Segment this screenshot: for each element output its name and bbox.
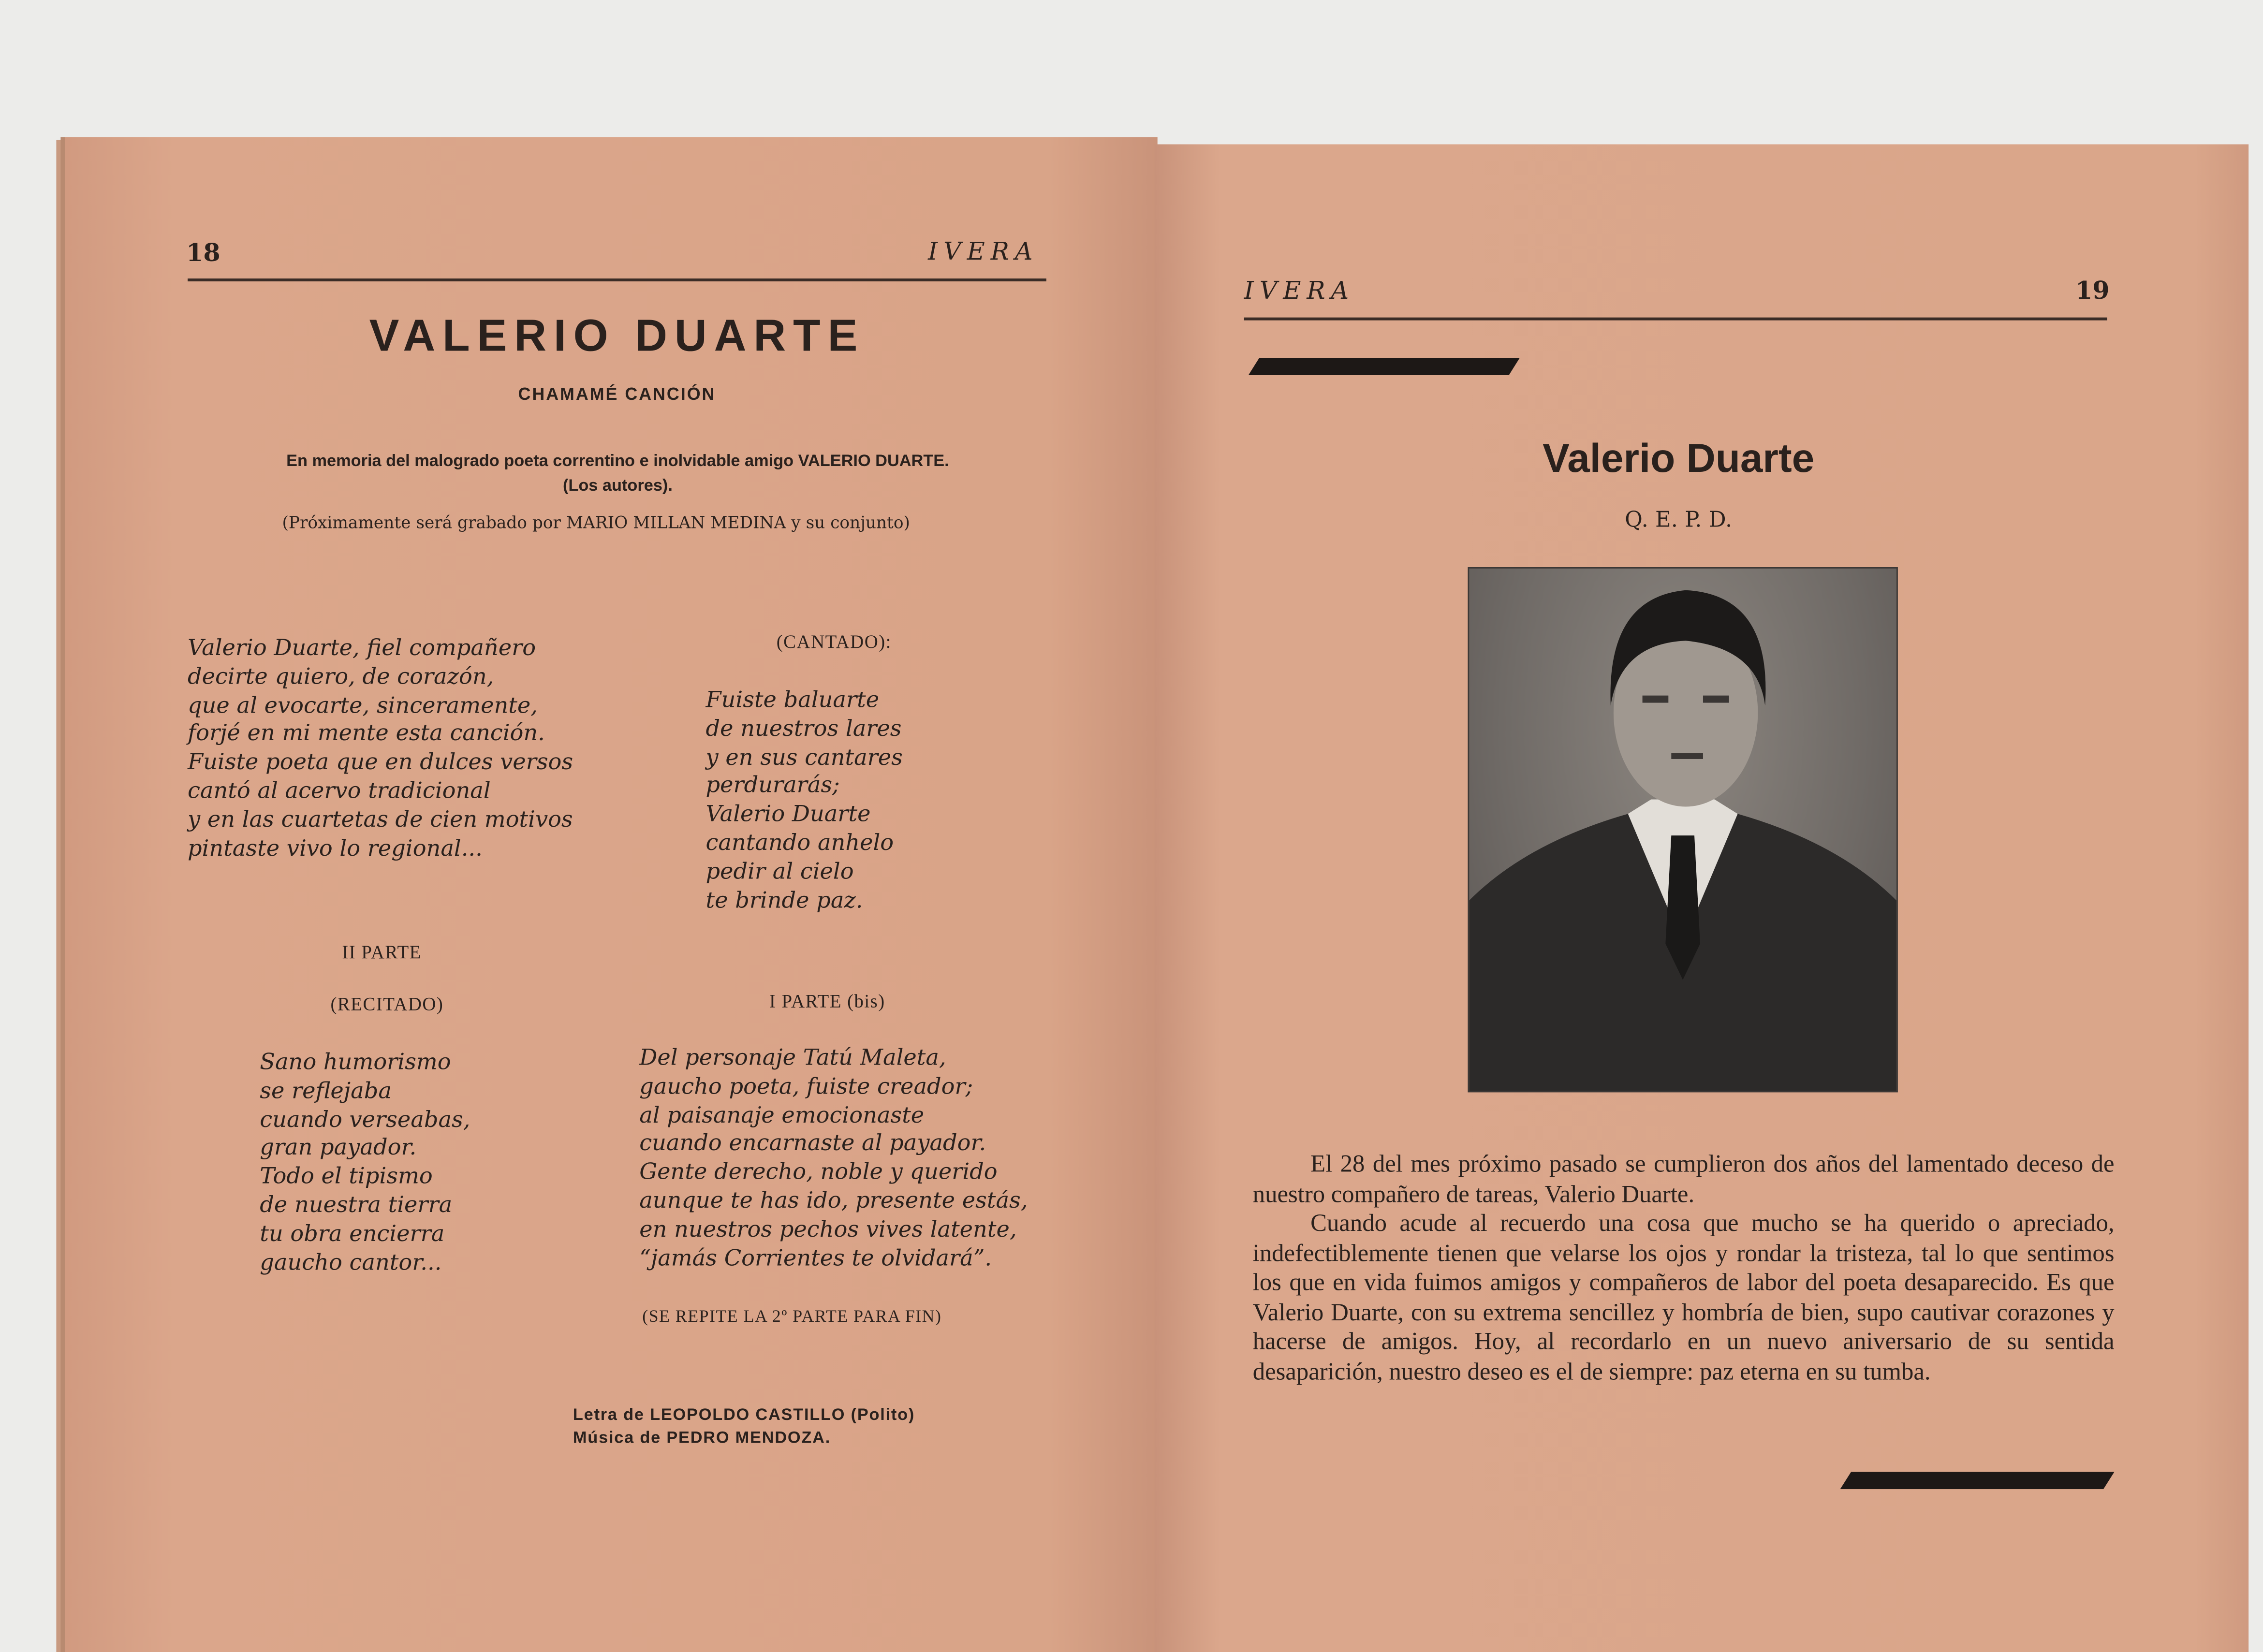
decorative-bar — [1840, 1472, 2114, 1489]
verse-line: Del personaje Tatú Maleta, — [639, 1044, 946, 1071]
verse-line: al paisanaje emocionaste — [639, 1102, 925, 1128]
running-head: IVERA — [928, 238, 1039, 267]
header-rule — [188, 278, 1046, 280]
verse-line: gaucho poeta, fuiste creador; — [639, 1073, 973, 1099]
verse-line: que al evocarte, sinceramente, — [188, 692, 538, 718]
header-rule — [1244, 318, 2107, 320]
verse-line: Valerio Duarte, fiel compañero — [188, 635, 536, 661]
verse-line: y en sus cantares — [705, 744, 903, 770]
verse-line: cuando encarnaste al payador. — [639, 1130, 986, 1156]
page-number: 19 — [2075, 277, 2110, 306]
verse-line: de nuestra tierra — [260, 1192, 453, 1218]
verse-line: Gente derecho, noble y querido — [639, 1159, 998, 1185]
verse-line: gran payador. — [260, 1135, 417, 1161]
lyrics-credit: Letra de LEOPOLDO CASTILLO (Polito) — [573, 1407, 915, 1424]
verse-line: perdurarás; — [705, 772, 840, 799]
verse-line: en nuestros pechos vives latente, — [639, 1216, 1017, 1243]
verse-line: Fuiste poeta que en dulces versos — [188, 749, 573, 775]
running-head: IVERA — [1244, 277, 1355, 306]
article-subtitle: Q. E. P. D. — [1625, 506, 1733, 533]
verse-line: y en las cuartetas de cien motivos — [188, 806, 573, 833]
verse-line: Todo el tipismo — [260, 1163, 433, 1189]
verse-line: se reflejaba — [260, 1077, 392, 1104]
page-number: 18 — [186, 239, 220, 269]
dedication: En memoria del malogrado poeta correntino e inolvidable amigo VALERIO DUARTE. — [286, 453, 949, 471]
verse-4 — [639, 1045, 1028, 1273]
verse-line: decirte quiero, de corazón, — [188, 663, 494, 690]
verse-line: de nuestros lares — [705, 715, 902, 742]
verse-line: pintaste vivo lo regional... — [188, 834, 483, 861]
verse-line: pedir al cielo — [705, 858, 854, 884]
verse-line: Valerio Duarte — [705, 801, 871, 827]
music-credit: Música de PEDRO MENDOZA. — [573, 1430, 831, 1447]
verse-line: aunque te has ido, presente estás, — [639, 1187, 1028, 1214]
verse-line: tu obra encierra — [260, 1220, 445, 1247]
verse-line: forjé en mi mente esta canción. — [188, 720, 545, 747]
song-subtitle: CHAMAMÉ CANCIÓN — [518, 383, 716, 404]
decorative-bar — [1249, 358, 1520, 375]
verse-line: gaucho cantor... — [260, 1249, 442, 1275]
dedication-sign: (Los autores). — [562, 477, 673, 495]
repeat-note: (SE REPITE LA 2º PARTE PARA FIN) — [642, 1306, 942, 1326]
cantado-label: (CANTADO): — [776, 630, 892, 653]
verse-line: Sano humorismo — [260, 1049, 451, 1075]
verse-3 — [260, 1049, 470, 1278]
verse-line: cuando verseabas, — [260, 1106, 470, 1132]
left-page — [65, 137, 1157, 1652]
paragraph: El 28 del mes próximo pasado se cumplieron dos años del lamentado deceso de nuestro compañero de tareas, Valerio Duarte. — [1252, 1150, 2115, 1207]
verse-line: cantando anhelo — [705, 830, 894, 856]
song-title: VALERIO DUARTE — [369, 310, 865, 361]
article-body — [1253, 1150, 2115, 1387]
recitado-label: (RECITADO) — [330, 993, 444, 1015]
article-title: Valerio Duarte — [1543, 436, 1815, 481]
verse-line: Fuiste baluarte — [705, 687, 880, 713]
verse-line: te brinde paz. — [705, 887, 863, 913]
part-1-bis-label: I PARTE (bis) — [769, 990, 885, 1012]
verse-2 — [706, 687, 903, 916]
portrait-photo — [1468, 567, 1897, 1092]
portrait-illustration — [1469, 569, 1896, 1091]
verse-1 — [188, 635, 573, 863]
recording-note: (Próximamente será grabado por MARIO MILLAN MEDINA y su conjunto) — [282, 512, 910, 533]
part-2-label: II PARTE — [342, 941, 422, 963]
paragraph: Cuando acude al recuerdo una cosa que mucho se ha querido o apreciado, indefectiblemente tienen que velarse los ojos y rondar la tristeza, tal lo que sentimos los que en vida fuimos amigos y compañeros de labor del poeta desaparecido. Es que Valerio Duarte, con su extrema sencillez y hombría de bien, supo cautivar corazones y hacerse de amigos. Hoy, al recordarlo en un nuevo aniversario de su sentida desaparición, nuestro deseo es el de siempre: paz eterna en su tumba. — [1252, 1209, 2115, 1385]
verse-line: cantó al acervo tradicional — [188, 777, 491, 804]
verse-line: “jamás Corrientes te olvidará”. — [639, 1244, 992, 1271]
